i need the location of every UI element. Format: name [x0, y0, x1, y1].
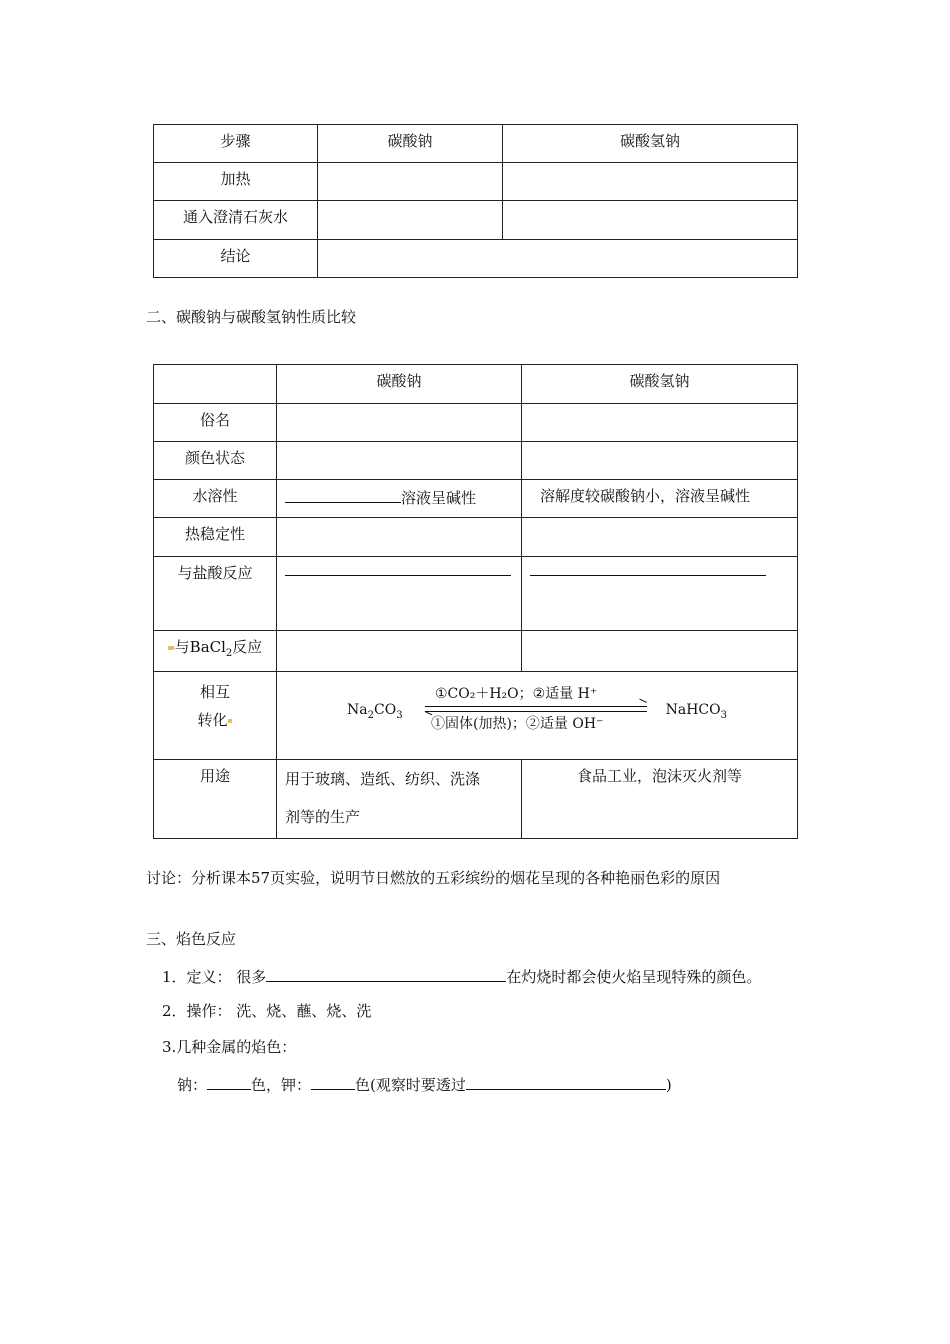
- closing-paren: ): [665, 1076, 672, 1094]
- sodium-label: 钠：: [177, 1076, 208, 1094]
- reaction-rhs: NaHCO$_3$: [665, 702, 727, 721]
- cell-blank[interactable]: [318, 163, 503, 201]
- cell-blank[interactable]: [277, 442, 522, 480]
- item1-suffix: 在灼烧时都会使火焰呈现特殊的颜色。: [506, 968, 762, 986]
- item1-prefix: 1．定义： 很多: [162, 968, 267, 986]
- row-conclusion: 结论: [154, 240, 318, 278]
- bacl2-label: 与BaCl: [174, 638, 226, 656]
- cell-hcl-nahco3: [522, 557, 798, 631]
- cell-blank[interactable]: [522, 518, 798, 557]
- solubility-suffix: 溶液呈碱性: [401, 489, 477, 507]
- cell-blank[interactable]: [503, 163, 798, 201]
- section2-title: 二、碳酸钠与碳酸氢钠性质比较: [146, 308, 357, 326]
- row-color-state: 颜色状态: [154, 442, 277, 480]
- table-comparison: [153, 364, 798, 839]
- row-common-name: 俗名: [154, 404, 277, 442]
- cell-hcl-na2co3: [277, 557, 522, 631]
- fill-blank[interactable]: [266, 965, 506, 982]
- forward-arrow-icon: [425, 706, 647, 707]
- header-step: 步骤: [154, 125, 318, 163]
- row-solubility: 水溶性: [154, 480, 277, 518]
- bacl2-suffix: 反应: [232, 638, 263, 656]
- section3-title: 三、焰色反应: [146, 930, 237, 948]
- convert-label-1: 相互: [199, 683, 230, 701]
- cell-blank[interactable]: [318, 201, 503, 240]
- cell-blank[interactable]: [318, 240, 798, 278]
- observation-note: 色(观察时要透过: [355, 1076, 466, 1094]
- fill-line[interactable]: [530, 563, 766, 576]
- reaction-condition-forward: ①CO₂＋H₂O；②适量 H⁺: [435, 686, 598, 702]
- convert-label-2: 转化: [197, 711, 228, 729]
- cell-blank[interactable]: [277, 404, 522, 442]
- fill-blank[interactable]: [285, 486, 401, 503]
- reaction-condition-reverse: ①固体(加热)；②适量 OH⁻: [431, 716, 604, 732]
- row-bacl2-reaction: [154, 631, 277, 672]
- reaction-lhs: $Na_2CO_3$: [347, 702, 403, 721]
- uses-line-1: 用于玻璃、造纸、纺织、洗涤: [285, 770, 481, 788]
- fill-blank[interactable]: [207, 1073, 251, 1090]
- row-thermal-stability: 热稳定性: [154, 518, 277, 557]
- header-na2co3: 碳酸钠: [318, 125, 503, 163]
- section3-item1: [162, 965, 761, 987]
- cell-blank[interactable]: [503, 201, 798, 240]
- cell-reaction: [277, 672, 798, 760]
- marker-icon: [228, 719, 232, 723]
- bacl2-subscript: 2: [225, 648, 233, 659]
- cell-uses-nahco3: 食品工业，泡沫灭火剂等: [522, 760, 798, 839]
- marker-icon: [168, 646, 174, 650]
- discussion-text: 讨论：分析课本57页实验，说明节日燃放的五彩缤纷的烟花呈现的各种艳丽色彩的原因: [146, 869, 721, 887]
- cell-solubility-nahco3: 溶解度较碳酸钠小，溶液呈碱性: [522, 480, 798, 518]
- cell-blank[interactable]: [522, 442, 798, 480]
- header-nahco3: 碳酸氢钠: [503, 125, 798, 163]
- uses-line-2: 剂等的生产: [285, 808, 361, 826]
- cell-blank[interactable]: [522, 404, 798, 442]
- table-observation: [153, 124, 798, 278]
- cell-blank[interactable]: [277, 631, 522, 672]
- fill-line[interactable]: [285, 563, 511, 576]
- section3-item3: 3.几种金属的焰色：: [162, 1038, 297, 1056]
- fill-blank[interactable]: [311, 1073, 355, 1090]
- row-interconversion: [154, 672, 277, 760]
- potassium-label: 色，钾：: [251, 1076, 312, 1094]
- fill-blank[interactable]: [466, 1073, 666, 1090]
- header-na2co3: 碳酸钠: [277, 365, 522, 404]
- row-heat: 加热: [154, 163, 318, 201]
- header-nahco3: 碳酸氢钠: [522, 365, 798, 404]
- header-empty: [154, 365, 277, 404]
- cell-solubility-na2co3: [277, 480, 522, 518]
- row-uses: 用途: [154, 760, 277, 839]
- row-limewater: 通入澄清石灰水: [154, 201, 318, 240]
- cell-uses-na2co3: [277, 760, 522, 839]
- reaction-equation: [347, 684, 727, 734]
- section3-item2: 2．操作： 洗、烧、蘸、烧、洗: [162, 1002, 372, 1020]
- section3-item3-detail: [177, 1073, 672, 1095]
- row-hcl-reaction: 与盐酸反应: [154, 557, 277, 631]
- reverse-arrow-icon: [425, 711, 647, 712]
- cell-blank[interactable]: [522, 631, 798, 672]
- cell-blank[interactable]: [277, 518, 522, 557]
